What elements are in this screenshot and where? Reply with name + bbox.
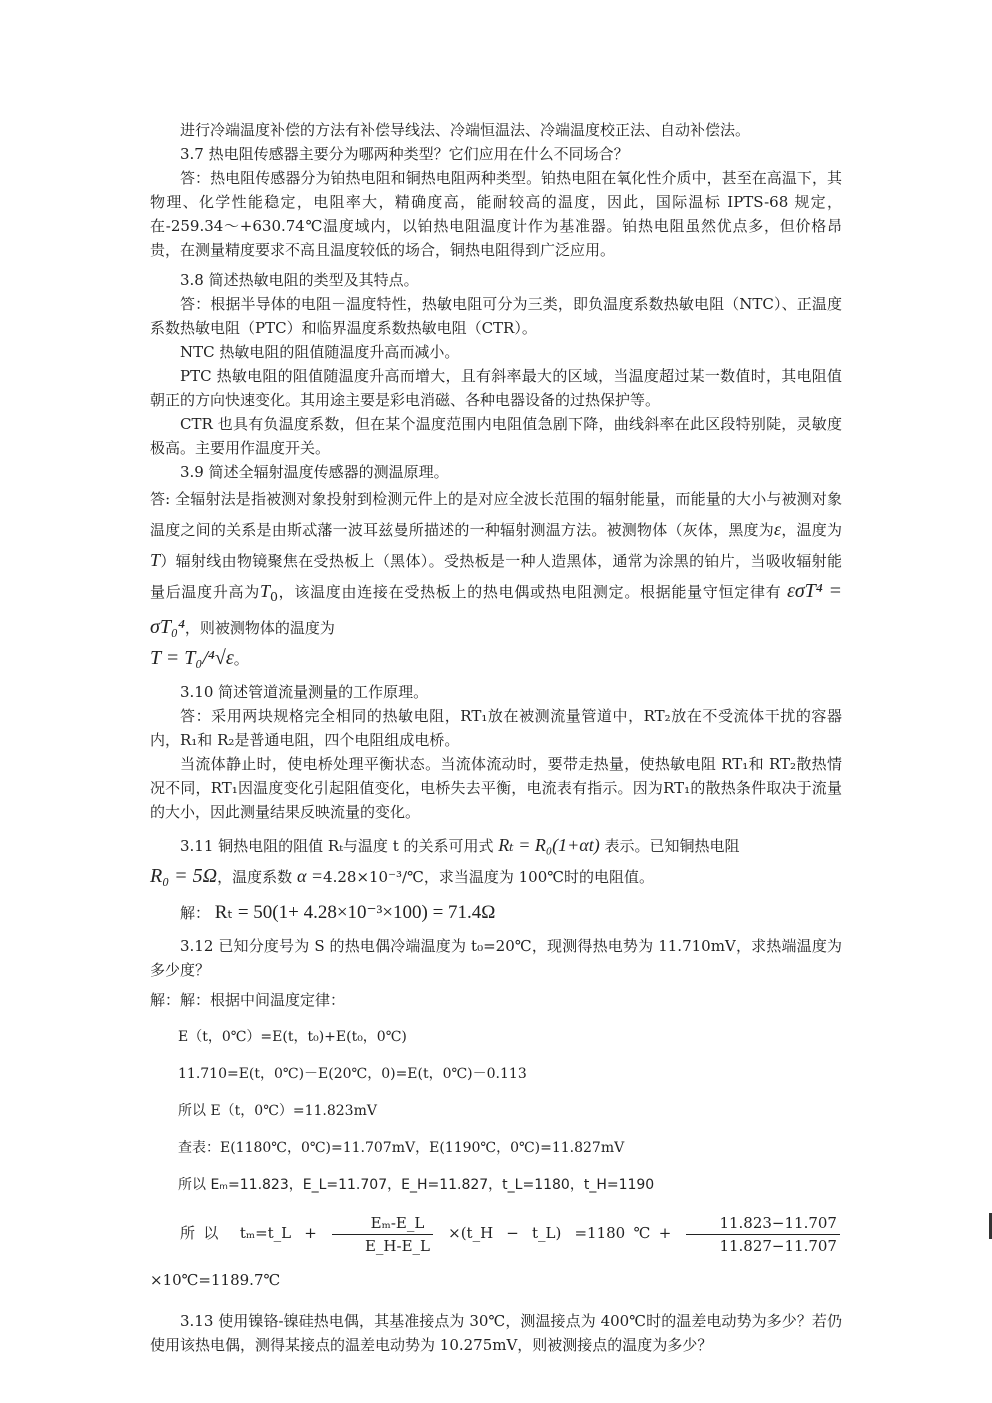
- text: ，则被测物体的温度为: [184, 619, 335, 637]
- paragraph: 进行冷端温度补偿的方法有补偿导线法、冷端恒温法、冷端温度校正法、自动补偿法。: [180, 121, 751, 139]
- denominator: 11.827−11.707: [719, 1236, 837, 1255]
- energy-equation: εσT⁴ = σT₀⁴: [150, 580, 842, 638]
- ptc-paragraph: PTC 热敏电阻的阻值随温度升高而增大，且有斜率最大的区域，当温度超过某一数值时，其电阻值朝正的方向快速变化。其用途主要是彩电消磁、各种电器设备的过热保护等。: [150, 367, 842, 409]
- epsilon-symbol: ε: [774, 519, 782, 539]
- text: ×(t_H − t_L) =1180℃+: [448, 1224, 672, 1242]
- text: 。: [233, 650, 249, 668]
- answer-3-9: [150, 484, 842, 674]
- numerator: Eₘ-E_L: [332, 1212, 433, 1235]
- question-3-12: 3.12 已知分度号为 S 的热电偶冷端温度为 t₀=20℃，现测得热电势为 11.710mV，求热端温度为多少度？: [150, 937, 842, 979]
- text: ×10℃=1189.7℃: [150, 1270, 281, 1289]
- question-3-7: 3.7 热电阻传感器主要分为哪两种类型？它们应用在什么不同场合？: [180, 145, 629, 163]
- solution-label: 解：: [180, 904, 211, 922]
- question-3-10: 3.10 简述管道流量测量的工作原理。: [180, 683, 429, 701]
- numerator: 11.823−11.707: [686, 1212, 840, 1235]
- question-3-9: 3.9 简述全辐射温度传感器的测温原理。: [180, 463, 449, 481]
- solution-3-11: [150, 898, 842, 928]
- step-1: E（t，0℃）=E(t，t₀)+E(t₀，0℃): [178, 1029, 407, 1045]
- question-3-11: [150, 830, 842, 892]
- step-5: 所以 Eₘ=11.823，E_L=11.707，E_H=11.827，t_L=1180，t_H=1190: [178, 1177, 655, 1193]
- step-3: 所以 E（t，0℃）=11.823mV: [178, 1103, 377, 1119]
- ctr-paragraph: CTR 也具有负温度系数，但在某个温度范围内电阻值急剧下降，曲线斜率在此区段特别陡，灵敏度极高。主要用作温度开关。: [150, 415, 842, 457]
- text: ，该温度由连接在受热板上的热电偶或热电阻测定。根据能量守恒定律有: [277, 583, 782, 601]
- temperature-result: T = T₀/⁴√ε: [150, 647, 234, 669]
- denominator: E_H-E_L: [364, 1236, 430, 1255]
- document-page: [150, 118, 842, 1357]
- text: 答: 全辐射法是指被测对象投射到检测元件上的是对应全波长范围的辐射能量，而能量的大小与被测对象温度之间的关系是由斯忒藩一波耳兹曼所描述的一种辐射测温方法。被测物体（灰体，黑度为: [150, 490, 842, 539]
- question-3-13: 3.13 使用镍铬-镍硅热电偶，其基准接点为 30℃，测温接点为 400℃时的温差电动势为多少？若仍使用该热电偶，测得某接点的温差电动势为 10.275mV，则被测接点的温度为多少？: [150, 1311, 842, 1354]
- t0-symbol: T: [259, 581, 270, 601]
- step-2: 11.710=E(t，0℃)－E(20℃，0)=E(t，0℃)－0.113: [178, 1066, 527, 1082]
- text: ）辐射线由物镜聚焦在受热板上（黑体）。受热板是一种人造黑体，通常为涂黑的铂片，当吸收辐射能量后温度升高为: [150, 552, 842, 601]
- text: ，温度为: [781, 521, 842, 539]
- r0-value: R₀ = 5Ω: [150, 865, 218, 887]
- answer-3-10b: 当流体静止时，使电桥处理平衡状态。当流体流动时，要带走热量，使热敏电阻 RT₁和 RT₂散热情况不同，RT₁因温度变化引起阻值变化，电桥失去平衡，电流表有指示。因为RT₁的散热条件取决于流量的大小，因此测量结果反映流量的变化。: [150, 755, 842, 821]
- text: 所以 tₘ=t_L +: [180, 1224, 317, 1242]
- text: 3.11 铜热电阻的阻值 Rₜ与温度 t 的关系可用式: [180, 837, 494, 855]
- t0-subscript: 0: [270, 589, 278, 604]
- t-symbol: T: [150, 550, 161, 570]
- ntc-paragraph: NTC 热敏电阻的阻值随温度升高而减小。: [180, 343, 460, 361]
- solution-equation: Rₜ = 50(1+ 4.28×10⁻³×100) = 71.4Ω: [214, 902, 496, 923]
- text: 表示。已知铜热电阻: [604, 837, 740, 855]
- solution-3-12-intro: 解：解：根据中间温度定律：: [150, 991, 346, 1009]
- step-6-interpolation: [150, 1210, 842, 1303]
- fraction-2: [686, 1212, 840, 1257]
- answer-3-8: 答：根据半导体的电阻－温度特性，热敏电阻可分为三类，即负温度系数热敏电阻（NTC）、正温度系数热敏电阻（PTC）和临界温度系数热敏电阻（CTR）。: [150, 295, 842, 337]
- text: 4.28×10⁻³/℃，求当温度为 100℃时的电阻值。: [323, 868, 655, 886]
- fraction-1: [332, 1212, 433, 1257]
- answer-3-7: 答：热电阻传感器分为铂热电阻和铜热电阻两种类型。铂热电阻在氧化性介质中，甚至在高温下，其物理、化学性能稳定，电阻率大，精确度高，能耐较高的温度，因此，国际温标 IPTS-68 规定，在-259.34～+630.74℃温度域内，以铂热电阻温度计作为基准器。铂热电阻虽然优点多，但价格昂贵，在测量精度要求不高且温度较低的场合，铜热电阻得到广泛应用。: [150, 169, 842, 259]
- resistance-formula: Rₜ = R₀(1+αt): [498, 835, 600, 855]
- text: ，温度系数: [217, 868, 293, 886]
- alpha-symbol: α =: [296, 866, 324, 886]
- step-4: 查表：E(1180℃，0℃)=11.707mV，E(1190℃，0℃)=11.827mV: [178, 1140, 625, 1156]
- question-3-8: 3.8 简述热敏电阻的类型及其特点。: [180, 271, 419, 289]
- answer-3-10a: 答：采用两块规格完全相同的热敏电阻，RT₁放在被测流量管道中，RT₂放在不受流体干扰的容器内，R₁和 R₂是普通电阻，四个电阻组成电桥。: [150, 707, 842, 749]
